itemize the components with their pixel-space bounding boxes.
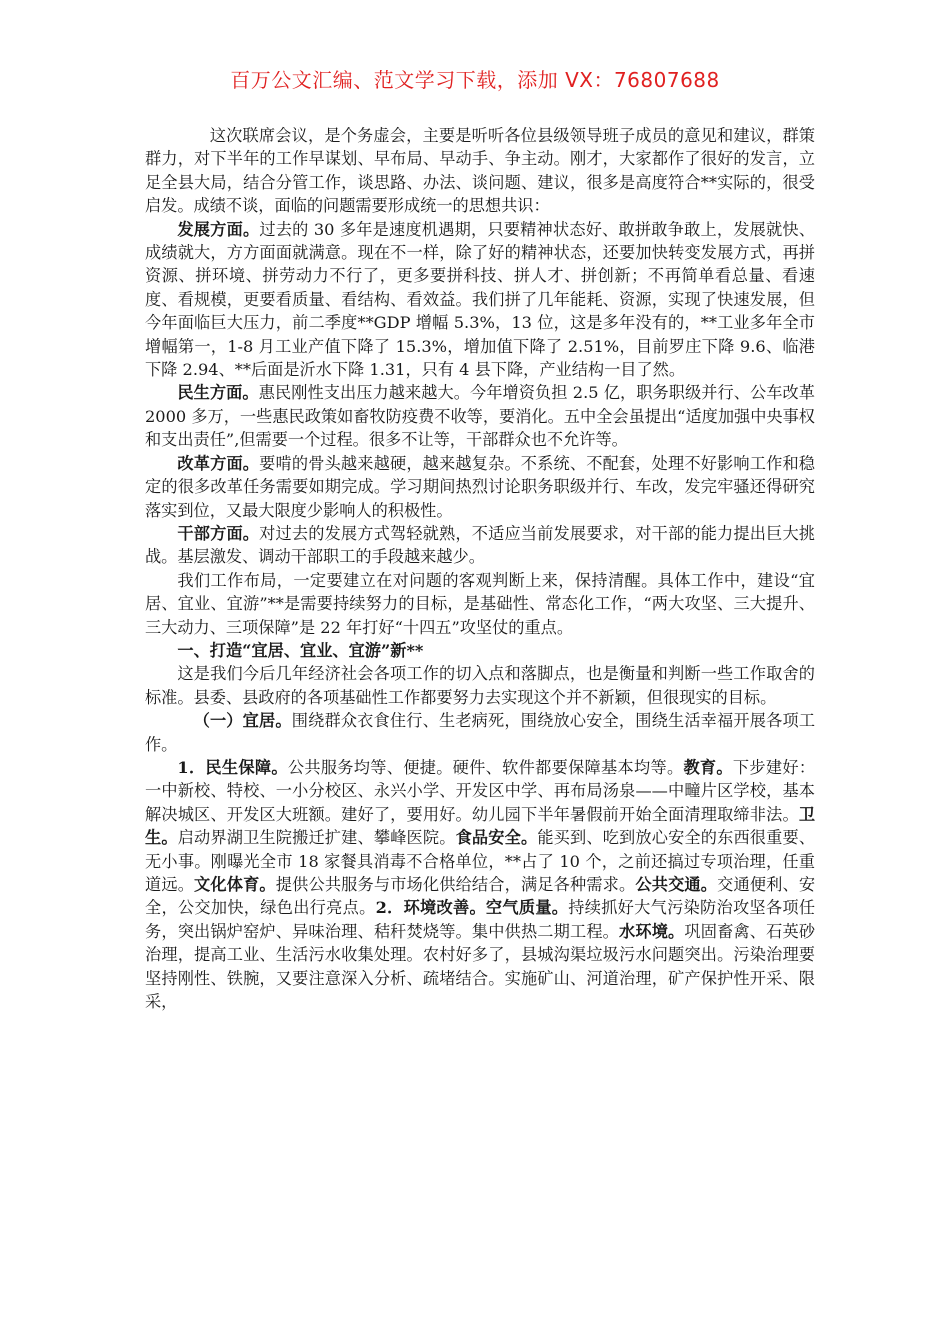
paragraph-heading: 发展方面。 [177,219,260,239]
run-text: 交通便利、安全，公交加快，绿色出行亮点。 [145,875,816,918]
run-heading: 空气质量。 [485,898,569,918]
paragraph-section-intro [145,662,815,709]
paragraph-development [145,218,815,382]
paragraph-reform [145,452,815,522]
run-heading: 文化体育。 [194,875,276,894]
paragraph-livable [145,709,815,756]
run-text: 公共服务均等、便捷。硬件、软件都要保障基本均等。 [287,757,684,777]
paragraph-text: 围绕群众衣食住行、生老病死，围绕放心安全，围绕生活幸福开展各项工作。 [145,711,816,754]
paragraph-heading: 民生方面。 [177,383,259,403]
run-heading: 2．环境改善。 [375,898,486,918]
paragraph-text: 对过去的发展方式驾轻就熟，不适应当前发展要求，对干部的能力提出巨大挑战。基层激发、调动干部职工的手段越来越少。 [145,523,815,567]
paragraph-text: 这是我们今后几年经济社会各项工作的切入点和落脚点，也是衡量和判断一些工作取舍的标准。县委、县政府的各项基础性工作都要努力去实现这个并不新颖，但很现实的目标。 [145,664,815,707]
paragraph-intro [145,124,815,218]
paragraph-details [145,756,815,1013]
paragraph-cadre [145,522,815,569]
run-heading: 教育。 [683,757,733,777]
download-banner: 百万公文汇编、范文学习下载，添加 VX：76807688 [230,68,720,92]
run-text: 下步建好：一中新校、特校、一小分校区、永兴小学、开发区中学、再布局汤泉——中疃片区学校，基本解决城区、开发区大班额。建好了，要用好。幼儿园下半年暑假前开始全面清理取缔非法。 [145,757,816,824]
paragraph-heading: 干部方面。 [177,523,260,543]
section-title: 一、打造“宜居、宜业、宜游”新** [177,640,424,660]
paragraph-heading: 改革方面。 [177,453,260,473]
run-heading: 1．民生保障。 [177,757,288,777]
section-heading-1 [145,639,815,662]
paragraph-text: 要啃的骨头越来越硬，越来越复杂。不系统、不配套，处理不好影响工作和稳定的很多改革任务需要如期完成。学习期间热烈讨论职务职级并行、车改，发完牢骚还得研究落实到位，又最大限度少影响人的积极性。 [145,453,815,520]
document-body [145,124,815,1013]
run-text: 持续抓好大气污染防治攻坚各项任务，突出锅炉窑炉、异味治理、秸秆焚烧等。集中供热二期工程。 [145,898,816,941]
run-text: 启动界湖卫生院搬迁扩建、攀峰医院。 [177,828,456,848]
run-text: 巩固畜禽、石英砂治理，提高工业、生活污水收集处理。农村好多了，县城沟渠垃圾污水问题突出。污染治理要坚持刚性、铁腕，又要注意深入分析、疏堵结合。实施矿山、河道治理，矿产保护性开采、限采， [145,921,816,1012]
paragraph-text: 惠民刚性支出压力越来越大。今年增资负担 2.5 亿，职务职级并行、公车改革 2000 多万，一些惠民政策如畜牧防疫费不收等，要消化。五中全会虽提出“适度加强中央事权和支出责任”,但需要一个过程。很多不让等，干部群众也不允许等。 [145,383,815,450]
paragraph-heading: （一）宜居。 [193,711,292,731]
run-heading: 食品安全。 [455,828,538,848]
run-text: 提供公共服务与市场化供给结合，满足各种需求。 [275,875,636,894]
paragraph-text: 这次联席会议，是个务虚会，主要是听听各位县级领导班子成员的意见和建议，群策群力，对下半年的工作早谋划、早布局、早动手、争主动。刚才，大家都作了很好的发言，立足全县大局，结合分管工作，谈思路、办法、谈问题、建议，很多是高度符合**实际的，很受启发。成绩不谈，面临的问题需要形成统一的思想共识： [145,126,815,216]
run-heading: 水环境。 [619,921,685,941]
run-heading: 卫生。 [145,804,815,848]
paragraph-layout [145,569,815,639]
run-heading: 公共交通。 [635,875,718,894]
paragraph-text: 过去的 30 多年是速度机遇期，只要精神状态好、敢拼敢争敢上，发展就快、成绩就大，方方面面就满意。现在不一样，除了好的精神状态，还要加快转变发展方式，再拼资源、拼环境、拼劳动力不行了，更多要拼科技、拼人才、拼创新；不再简单看总量、看速度、看规模，更要看质量、看结构、看效益。我们拼了几年能耗、资源，实现了快速发展，但今年面临巨大压力，前二季度**GDP 增幅 5.3%，13 位，这是多年没有的，**工业多年全市增幅第一，1-8 月工业产值下降了 15.3%，增加值下降了 2.51%，目前罗庄下降 9.6、临港下降 2.94、**后面是沂水下降 1.31，只有 4 县下降，产业结构一目了然。 [145,219,816,380]
run-text: 能买到、吃到放心安全的东西很重要、无小事。刚曝光全市 18 家餐具消毒不合格单位，**占了 10 个，之前还搞过专项治理，任重道远。 [145,828,816,894]
paragraph-text: 我们工作布局，一定要建立在对问题的客观判断上来，保持清醒。具体工作中，建设“宜居、宜业、宜游”**是需要持续努力的目标，是基础性、常态化工作，“两大攻坚、三大提升、三大动力、三项保障”是 22 年打好“十四五”攻坚仗的重点。 [145,570,815,637]
paragraph-livelihood [145,381,815,451]
